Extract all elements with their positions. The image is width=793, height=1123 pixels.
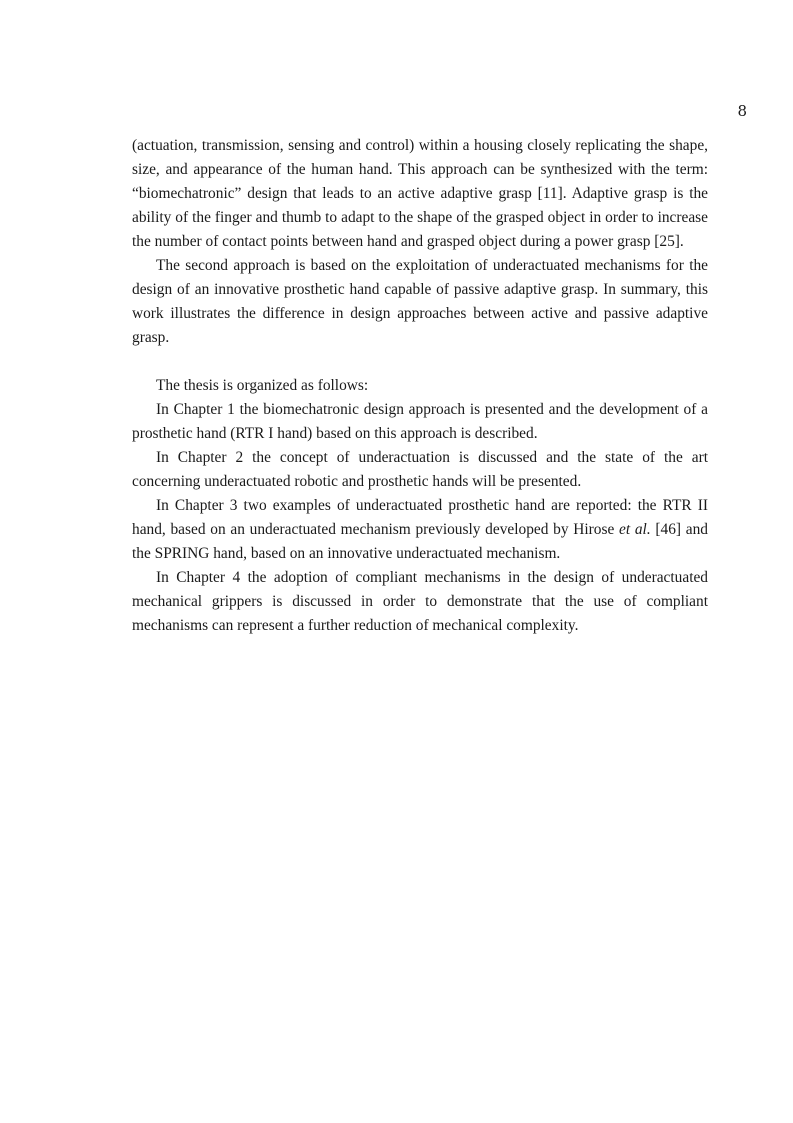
paragraph-chapter-1: In Chapter 1 the biomechatronic design approach is presented and the development of a prosthetic hand (RTR I hand) based on this approach is described. [132, 401, 708, 442]
paragraph-continuation: (actuation, transmission, sensing and control) within a housing closely replicating the shape, size, and appearance of the human hand. This approach can be synthesized with the term: “biomechatronic” design that leads to an active adaptive grasp [11]. Adaptive grasp is the ability of the finger and thumb to adapt to the shape of the grasped object in order to increase the number of contact points between hand and grasped object during a power grasp [25]. [132, 137, 708, 250]
body-text [132, 134, 708, 638]
paragraph-chapter-2: In Chapter 2 the concept of underactuation is discussed and the state of the art concerning underactuated robotic and prosthetic hands will be presented. [132, 449, 708, 490]
paragraph-chapter-3 [132, 494, 708, 566]
paragraph-chapter-4: In Chapter 4 the adoption of compliant mechanisms in the design of underactuated mechanical grippers is discussed in order to demonstrate that the use of compliant mechanisms can represent a further reduction of mechanical complexity. [132, 569, 708, 634]
paragraph-organization-intro: The thesis is organized as follows: [156, 377, 369, 394]
paragraph-second-approach: The second approach is based on the exploitation of underactuated mechanisms for the design of an innovative prosthetic hand capable of passive adaptive grasp. In summary, this work illustrates the difference in design approaches between active and passive adaptive grasp. [132, 257, 708, 346]
chapter-3-text-end: [46] and the SPRING hand, based on an innovative underactuated mechanism. [132, 521, 709, 562]
page-number: 8 [737, 102, 747, 120]
chapter-3-text-start: In Chapter 3 two examples of underactuated prosthetic hand are reported: the RTR II hand, based on an underactuated mechanism previously developed by Hirose [132, 497, 708, 538]
citation-et-al: et al. [619, 521, 651, 538]
